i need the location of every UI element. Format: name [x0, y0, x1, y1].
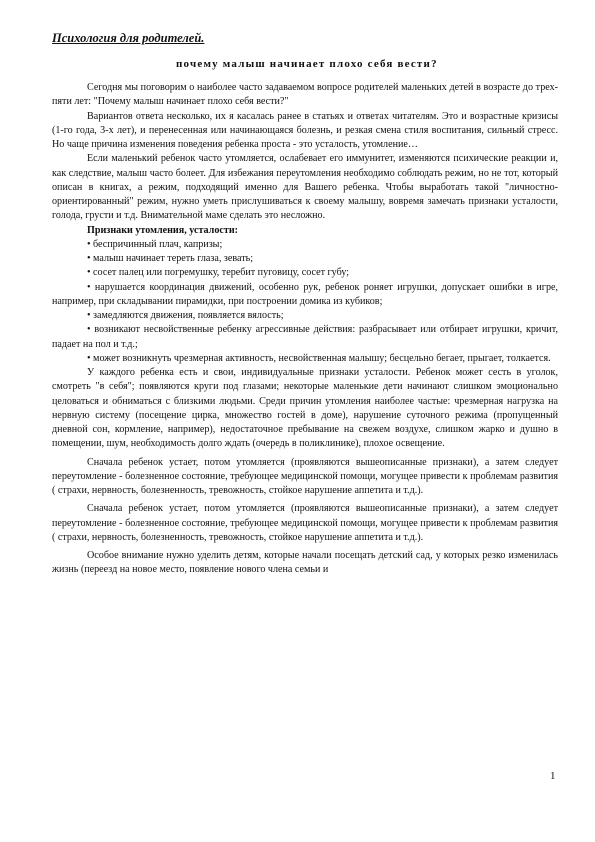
document-title: почему малыш начинает плохо себя вести? — [176, 58, 438, 70]
list-item: • малыш начинает тереть глаза, зевать; — [87, 253, 254, 264]
list-item: • сосет палец или погремушку, теребит пуговицу, сосет губу; — [87, 267, 350, 279]
list-item: • возникают несвойственные ребенку агрессивные действия: разбрасывает или отбирает игрушки, кричит, падает на пол и т.д.; — [52, 324, 558, 350]
paragraph-overfatigue-repeat: Сначала ребенок устает, потом утомляется (проявляются вышеописанные признаки), а затем следует переутомление - болезненное состояние, требующее медицинской помощи, могущее привести к проблемам развития ( страхи, нервность, болезненность, тревожность, стойкое нарушение аппетита и т.д.). — [52, 503, 558, 543]
page-number: 1 — [550, 770, 556, 782]
paragraph-intro: Сегодня мы поговорим о наиболее часто задаваемом вопросе родителей маленьких детей в возрасте до трех-пяти лет: "Почему малыш начинает плохо себя вести?" — [52, 82, 558, 108]
fatigue-signs-heading: Признаки утомления, усталости: — [87, 224, 238, 236]
list-item: • может возникнуть чрезмерная активность, несвойственная малышу; бесцельно бегает, прыгает, толкается. — [87, 352, 551, 364]
paragraph-overfatigue: Сначала ребенок устает, потом утомляется (проявляются вышеописанные признаки), а затем следует переутомление - болезненное состояние, требующее медицинской помощи, могущее привести к проблемам развития ( страхи, нервность, болезненность, тревожность, стойкое нарушение аппетита и т.д.). — [52, 456, 558, 496]
document-body — [52, 81, 558, 578]
paragraph-regime: Если маленький ребенок часто утомляется, ослабевает его иммунитет, изменяются психические реакции и, как следствие, малыш часто болеет. Для избежания переутомления необходимо соблюдать режим, но не тот, который описан в книгах, а режим, подходящий именно для Вашего ребенка. Чтобы выработать такой "личностно-ориентированный" режим, нужно уметь прислушиваться к своему малышу, вовремя замечать признаки усталости, голода, грусти и т.д. Внимательной маме сделать это несложно. — [52, 153, 558, 222]
paragraph-individual-signs: У каждого ребенка есть и свои, индивидуальные признаки усталости. Ребенок может сесть в уголок, смотреть "в себя"; появляются круги под глазами; некоторые маленькие дети начинают слишком эмоционально целоваться и обниматься с близкими людьми. Среди причин утомления наиболее частые: чрезмерная нагрузка на нервную систему (посещение цирка, множество гостей в доме), нарушение суточного режима (пропущенный дневной сон, кормление, например), недостаточное пребывание на свежем воздухе, слишком жарко и душно в помещении, шум, необходимость долго ждать (очередь в поликлинике), плохое освещение. — [52, 367, 558, 450]
list-item: • беспричинный плач, капризы; — [87, 238, 223, 250]
list-item: • нарушается координация движений, особенно рук, ребенок роняет игрушки, допускает ошибки в игре, например, при складывании пирамидки, при построении домика из кубиков; — [52, 281, 558, 307]
list-item: • замедляются движения, появляется вялость; — [87, 310, 284, 321]
paragraph-answers: Вариантов ответа несколько, их я касалась ранее в статьях и ответах читателям. Это и возрастные кризисы (1-го года, 3-х лет), и перенесенная или начинающаяся болезнь, и резкая смена стиля воспитания, сильный стресс. Но чаще причина изменения поведения ребенка проста - это усталость, утомление… — [52, 110, 558, 150]
header-title: Психология для родителей. — [52, 31, 205, 45]
paragraph-kindergarten: Особое внимание нужно уделить детям, которые начали посещать детский сад, у которых резко изменилась жизнь (переезд на новое место, появление нового члена семьи и — [52, 550, 558, 576]
